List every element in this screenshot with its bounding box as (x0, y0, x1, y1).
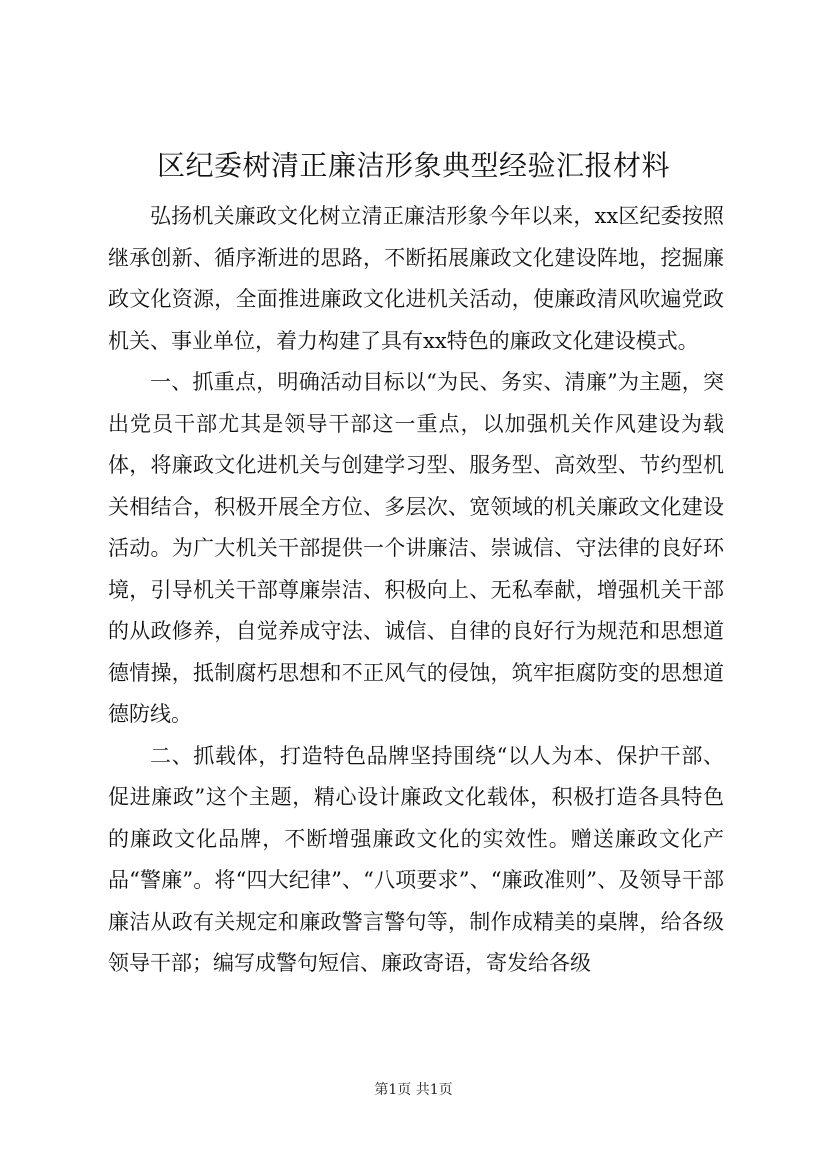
paragraph-section-one: 一、抓重点，明确活动目标以“为民、务实、清廉”为主题，突出党员干部尤其是领导干部这一重点，以加强机关作风建设为载体，将廉政文化进机关与创建学习型、服务型、高效型、节约型机关相结合，积极开展全方位、多层次、宽领域的机关廉政文化建设活动。为广大机关干部提供一个讲廉洁、崇诚信、守法律的良好环境，引导机关干部尊廉崇洁、积极向上、无私奉献，增强机关干部的从政修养，自觉养成守法、诚信、自律的良好行为规范和思想道德情操，抵制腐朽思想和不正风气的侵蚀，筑牢拒腐防变的思想道德防线。 (108, 370, 724, 726)
paragraph-section-two: 二、抓载体，打造特色品牌坚持围绕“以人为本、保护干部、促进廉政”这个主题，精心设计廉政文化载体，积极打造各具特色的廉政文化品牌，不断增强廉政文化的实效性。赠送廉政文化产品“警廉”。将“四大纪律”、“八项要求”、“廉政准则”、及领导干部廉洁从政有关规定和廉政警言警句等，制作成精美的桌牌，给各级领导干部；编写成警句短信、廉政寄语，寄发给各级 (108, 743, 724, 975)
paragraph-intro: 弘扬机关廉政文化树立清正廉洁形象今年以来，xx区纪委按照继承创新、循序渐进的思路，不断拓展廉政文化建设阵地，挖掘廉政文化资源，全面推进廉政文化进机关活动，使廉政清风吹遍党政机关、事业单位，着力构建了具有xx特色的廉政文化建设模式。 (108, 204, 724, 353)
document-body (108, 196, 724, 985)
page-footer: 第1页 共1页 (374, 1082, 453, 1098)
document-title: 区纪委树清正廉洁形象典型经验汇报材料 (156, 149, 670, 182)
